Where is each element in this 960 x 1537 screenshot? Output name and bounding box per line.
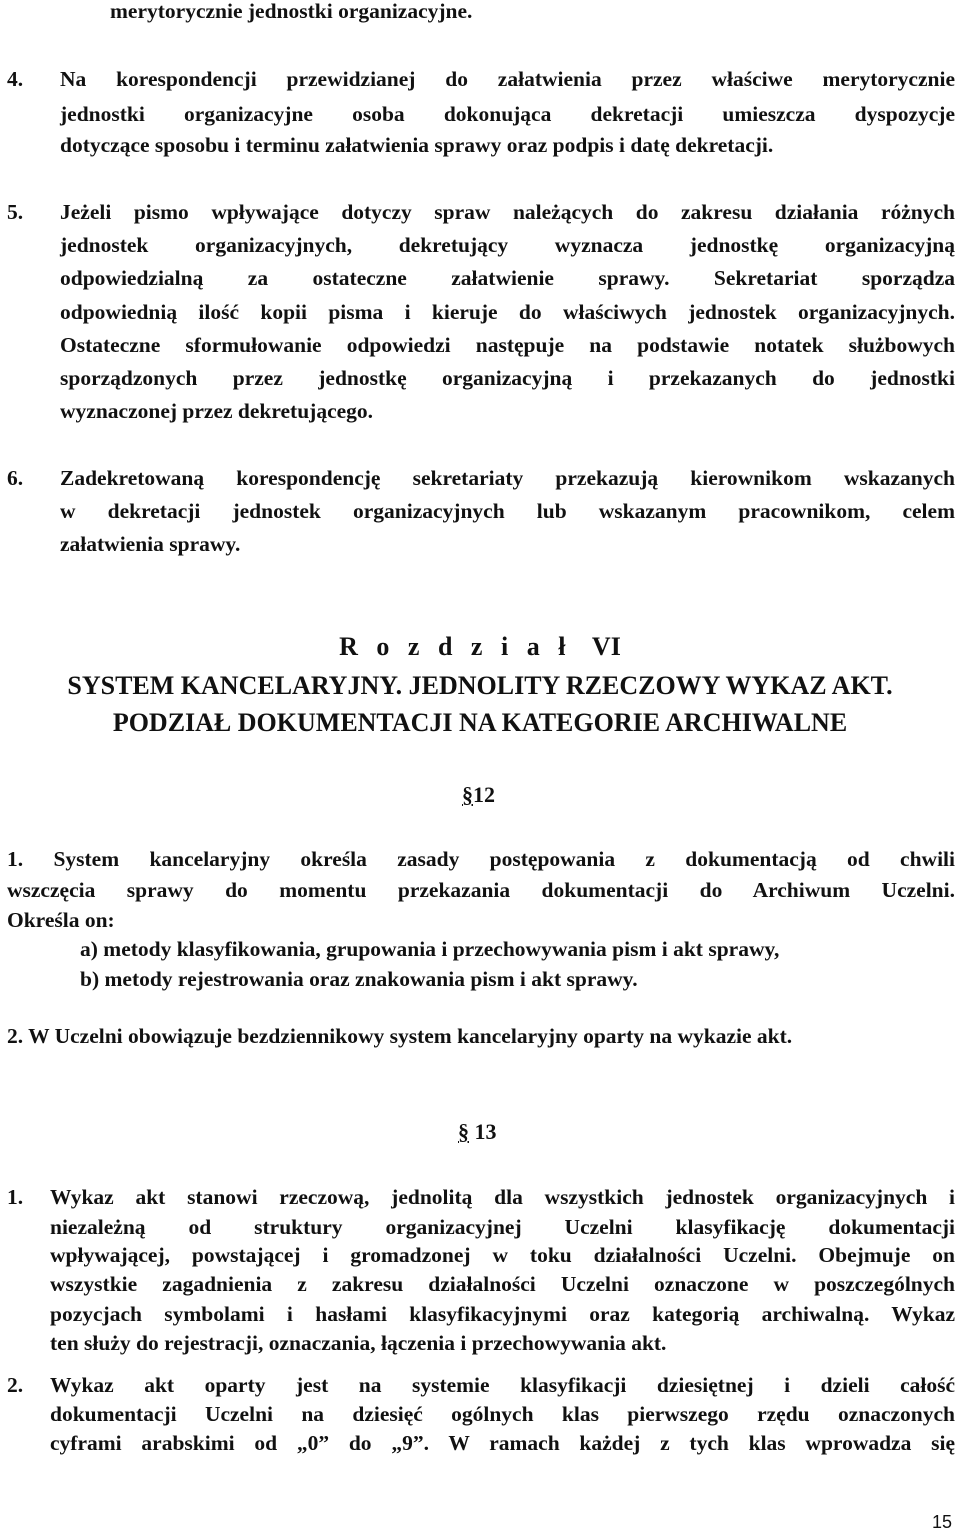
item5-line-6: sporządzonych przez jednostkę organizacyjną i przekazanych do jednostki: [60, 366, 955, 390]
section-sign-icon: §: [458, 1119, 469, 1144]
chapter-label: [0, 630, 960, 664]
section12-p2: 2. W Uczelni obowiązuje bezdziennikowy system kancelaryjny oparty na wykazie akt.: [7, 1024, 793, 1048]
item4-line-3: dotyczące sposobu i terminu załatwienia sprawy oraz podpis i datę dekretacji.: [60, 133, 774, 157]
section13-p1-line-1: Wykaz akt stanowi rzeczową, jednolitą dla wszystkich jednostek organizacyjnych i: [50, 1185, 955, 1209]
section13-heading: [458, 1118, 497, 1145]
item5-line-2: jednostek organizacyjnych, dekretujący wyznacza jednostkę organizacyjną: [60, 233, 955, 257]
item5-line-5: Ostateczne sformułowanie odpowiedzi następuje na podstawie notatek służbowych: [60, 333, 955, 357]
item4-number: 4.: [7, 67, 24, 91]
item4-line-1: Na korespondencji przewidzianej do załatwienia przez właściwe merytorycznie: [60, 67, 955, 91]
section13-p2-line-3: cyframi arabskimi od „0” do „9”. W ramach każdej z tych klas wprowadza się: [50, 1431, 955, 1455]
item6-line-1: Zadekretowaną korespondencję sekretariaty przekazują kierownikom wskazanych: [60, 466, 955, 490]
chapter-number: VI: [591, 632, 621, 661]
section13-p2-number: 2.: [7, 1373, 24, 1397]
top-fragment: merytorycznie jednostki organizacyjne.: [110, 0, 473, 23]
page-number: 15: [931, 1512, 952, 1532]
section13-p2-line-1: Wykaz akt oparty jest na systemie klasyfikacji dziesiętnej i dzieli całość: [50, 1373, 955, 1397]
section12-heading: [462, 781, 495, 808]
item6-number: 6.: [7, 466, 24, 490]
item4-line-2: jednostki organizacyjne osoba dokonująca dekretacji umieszcza dyspozycje: [60, 102, 955, 126]
section-sign-icon: §: [462, 782, 473, 807]
section12-p1-line-3: Określa on:: [7, 908, 115, 932]
item5-line-4: odpowiednią ilość kopii pisma i kieruje do właściwych jednostek organizacyjnych.: [60, 300, 955, 324]
section12-sub-a: a) metody klasyfikowania, grupowania i przechowywania pism i akt sprawy,: [80, 937, 780, 961]
item6-line-3: załatwienia sprawy.: [60, 532, 241, 556]
section12-p1-line-1: 1. System kancelaryjny określa zasady postępowania z dokumentacją od chwili: [7, 847, 955, 871]
section13-p1-number: 1.: [7, 1185, 24, 1209]
section12-sub-b: b) metody rejestrowania oraz znakowania pism i akt sprawy.: [80, 967, 638, 991]
section13-p1-line-6: ten służy do rejestracji, oznaczania, łączenia i przechowywania akt.: [50, 1331, 667, 1355]
section13-p2-line-2: dokumentacji Uczelni na dziesięć ogólnych klas pierwszego rzędu oznaczonych: [50, 1402, 955, 1426]
chapter-title-2: PODZIAŁ DOKUMENTACJI NA KATEGORIE ARCHIWALNE: [112, 708, 848, 737]
item5-number: 5.: [7, 200, 24, 224]
item5-line-1: Jeżeli pismo wpływające dotyczy spraw należących do zakresu działania różnych: [60, 200, 955, 224]
section12-p1-line-2: wszczęcia sprawy do momentu przekazania dokumentacji do Archiwum Uczelni.: [7, 878, 955, 902]
chapter-title-1: SYSTEM KANCELARYJNY. JEDNOLITY RZECZOWY WYKAZ AKT.: [67, 671, 893, 700]
section13-number: 13: [474, 1119, 497, 1144]
section12-number: 12: [473, 782, 495, 807]
section13-p1-line-3: wpływającej, powstającej i gromadzonej w toku działalności Uczelni. Obejmuje on: [50, 1243, 955, 1267]
item5-line-7: wyznaczonej przez dekretującego.: [60, 399, 374, 423]
item6-line-2: w dekretacji jednostek organizacyjnych lub wskazanym pracownikom, celem: [60, 499, 955, 523]
item5-line-3: odpowiedzialną za ostateczne załatwienie sprawy. Sekretariat sporządza: [60, 266, 955, 290]
chapter-word: R o z d z i a ł: [339, 632, 572, 661]
section13-p1-line-2: niezależną od struktury organizacyjnej Uczelni klasyfikację dokumentacji: [50, 1215, 955, 1239]
section13-p1-line-5: pozycjach symbolami i hasłami klasyfikacyjnymi oraz kategorią archiwalną. Wykaz: [50, 1302, 955, 1326]
section13-p1-line-4: wszystkie zagadnienia z zakresu działalności Uczelni oznaczone w poszczególnych: [50, 1272, 955, 1296]
